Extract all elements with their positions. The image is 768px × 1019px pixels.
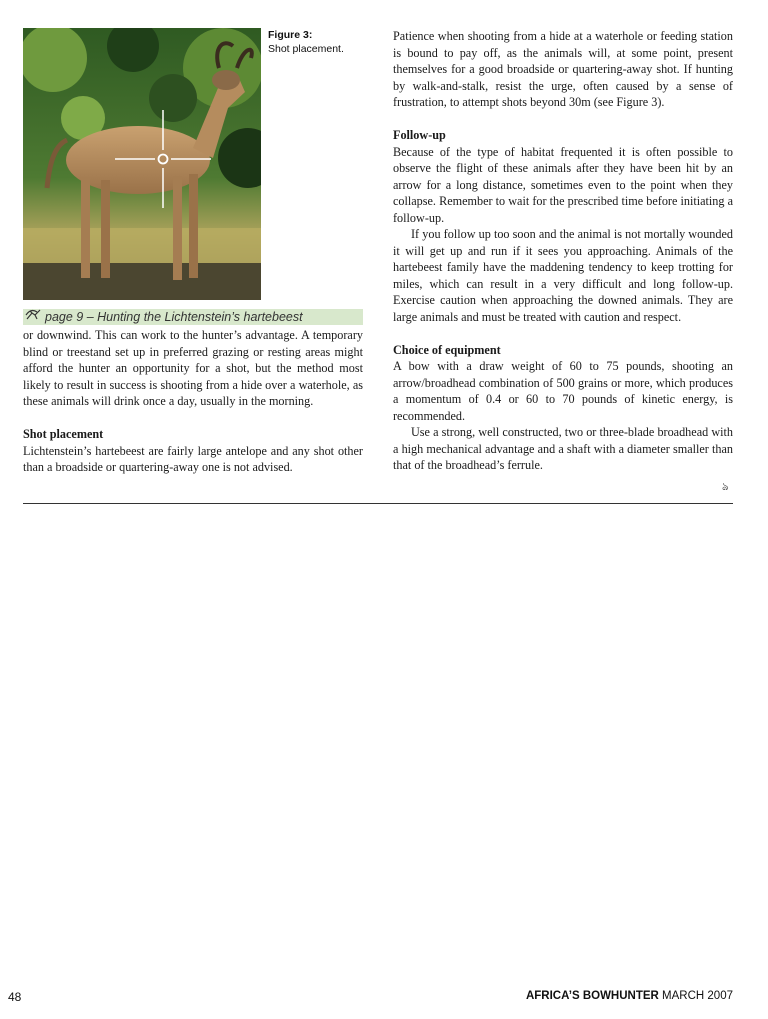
right-column bbox=[393, 28, 733, 474]
paragraph: A bow with a draw weight of 60 to 75 pounds, shooting an arrow/broadhead combination of 500 grains or more, which produces a momentum of 0.4 or 60 to 70 pounds of kinetic energy, is recommended. bbox=[393, 359, 733, 423]
banner-text: page 9 – Hunting the Lichtenstein’s hartebeest bbox=[45, 310, 303, 324]
heading-follow-up: Follow-up bbox=[393, 128, 446, 142]
figure-caption-text: Shot placement. bbox=[268, 43, 344, 55]
figure-caption bbox=[268, 28, 368, 56]
footer-masthead bbox=[526, 990, 733, 1002]
figure-title: Figure 3: bbox=[268, 29, 313, 41]
paragraph: Use a strong, well constructed, two or three-blade broadhead with a high mechanical advantage and a shaft with a diameter smaller than that of the broadhead’s ferrule. bbox=[393, 425, 733, 472]
left-column bbox=[23, 327, 363, 476]
heading-choice-of-equipment: Choice of equipment bbox=[393, 342, 501, 357]
end-mark-icon: ঌ bbox=[722, 481, 729, 493]
paragraph: If you follow up too soon and the animal is not mortally wounded it will get up and run if it sees you approaching. Animals of the hartebeest family have the maddening tendency to keep trotting for miles, which can result in a very difficult and long follow-up. Exercise caution when approaching the downed animals. They are large animals and must be treated with caution and respect. bbox=[393, 227, 733, 324]
continuation-banner bbox=[23, 309, 363, 325]
paragraph: Because of the type of habitat frequented it is often possible to observe the flight of these animals after they have been hit by an arrow for a long distance, sometimes even to the point when they collapse. Remember to wait for the prescribed time before initiating a follow-up. bbox=[393, 144, 733, 225]
paragraph: Lichtenstein’s hartebeest are fairly large antelope and any shot other than a broadside or quartering-away one is not advised. bbox=[23, 443, 363, 474]
archer-icon bbox=[25, 309, 45, 325]
paragraph: Patience when shooting from a hide at a waterhole or feeding station is bound to pay off, as the animals will, at some point, present themselves for a good broadside or quartering-away shot. If hunting by walk-and-stalk, resist the urge, often caused by a sense of frustration, to attempt shots beyond 30m (see Figure 3). bbox=[393, 29, 733, 109]
page-number: 48 bbox=[8, 990, 22, 1004]
article-end-rule bbox=[23, 503, 733, 504]
paragraph: or downwind. This can work to the hunter’s advantage. A temporary blind or treestand set up in preferred grazing or resting areas might afford the hunter an opportunity for a shot, but the method most likely to result in success is shooting from a hide over a waterhole, as these animals will drink once a day, usually in the morning. bbox=[23, 328, 363, 408]
issue-date: MARCH 2007 bbox=[662, 990, 733, 1002]
heading-shot-placement: Shot placement bbox=[23, 427, 104, 441]
magazine-name: AFRICA’S BOWHUNTER bbox=[525, 990, 659, 1002]
hartebeest-photo bbox=[23, 28, 261, 300]
